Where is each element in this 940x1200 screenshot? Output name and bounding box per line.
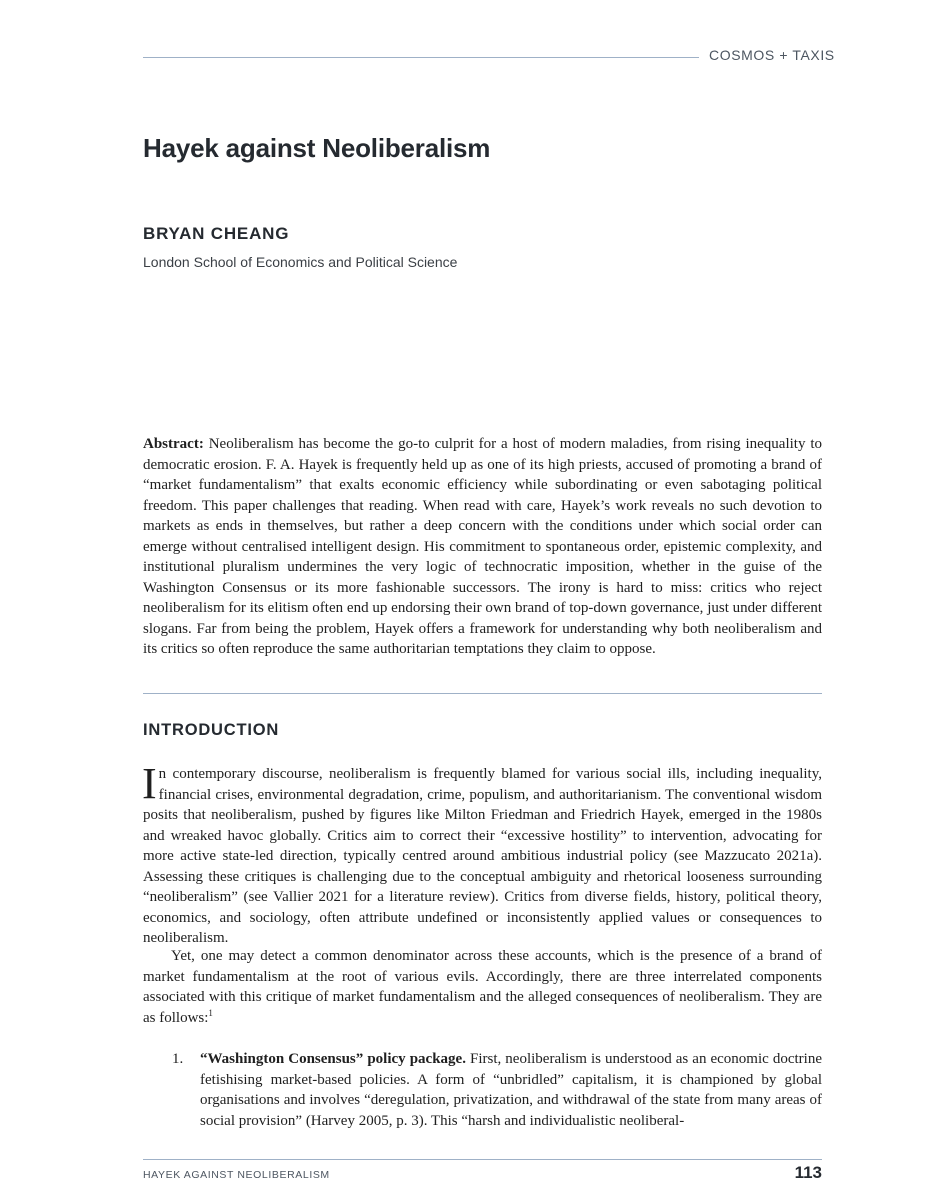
- list-item-number: 1.: [172, 1051, 184, 1067]
- drop-cap: I: [142, 759, 157, 808]
- section-heading-introduction: INTRODUCTION: [143, 721, 280, 739]
- footer-rule: [143, 1159, 822, 1160]
- abstract-text: Neoliberalism has become the go-to culprit for a host of modern maladies, from rising inequality to democratic erosion. F. A. Hayek is frequently held up as one of its high priests, accused of promoting a brand of “market fundamentalism” that exalts economic efficiency while subordinating or even sabotaging political freedom. This paper challenges that reading. When read with care, Hayek’s work reveals no such devotion to markets as ends in themselves, but rather a deep concern with the conditions under which social order can emerge without centralised intelligent design. His commitment to spontaneous order, epistemic complexity, and institutional pluralism undermines the very logic of technocratic imposition, whether in the guise of the Washington Consensus or its more fashionable successors. The irony is hard to miss: critics who reject neoliberalism for its elitism often end up endorsing their own brand of top-down governance, just under different slogans. Far from being the problem, Hayek offers a framework for understanding why both neoliberalism and its critics so often reproduce the same authoritarian temptations they claim to oppose.: [143, 436, 823, 657]
- article-title: Hayek against Neoliberalism: [143, 133, 491, 163]
- intro-paragraph-1: [142, 759, 822, 949]
- author-affiliation: London School of Economics and Political Science: [143, 254, 458, 270]
- list-item-text: First, neoliberalism is understood as an economic doctrine fetishising market-based policies. A form of “unbridled” capitalism, it is championed by global organisations and involves “deregulation, privatization, and withdrawal of the state from many areas of social provision” (Harvey 2005, p. 3). This “harsh and individualistic neoliberal-: [200, 1051, 822, 1129]
- intro-paragraph-1-text: n contemporary discourse, neoliberalism is frequently blamed for various social ills, including inequality, financial crises, environmental degradation, crime, populism, and authoritarianism. The conventional wisdom posits that neoliberalism, pushed by figures like Milton Friedman and Friedrich Hayek, emerged in the 1980s and wreaked havoc globally. Critics aim to correct their “excessive hostility” to intervention, advocating for more active state-led direction, typically centred around ambitious industrial policy (see Mazzucato 2021a). Assessing these critiques is challenging due to the conceptual ambiguity and rhetorical looseness surrounding “neoliberalism” (see Vallier 2021 for a literature review). Critics from diverse fields, history, political theory, economics, and sociology, often attribute undefined or inconsistently applied values or consequences to neoliberalism.: [143, 766, 822, 946]
- abstract-label: Abstract:: [143, 436, 204, 452]
- page-number: 113: [794, 1163, 822, 1182]
- abstract-divider: [143, 693, 822, 694]
- abstract: [143, 434, 822, 660]
- list-item: [200, 1049, 822, 1131]
- author-name: BRYAN CHEANG: [143, 224, 290, 243]
- running-title: HAYEK AGAINST NEOLIBERALISM: [143, 1169, 330, 1181]
- intro-paragraph-2: [143, 946, 822, 1028]
- intro-paragraph-2-text: Yet, one may detect a common denominator across these accounts, which is the presence of a brand of market fundamentalism at the root of various evils. Accordingly, there are three interrelated components associated with this critique of market fundamentalism and the alleged consequences of neoliberalism. They are as follows:: [143, 948, 822, 1026]
- list-item-heading: “Washington Consensus” policy package.: [200, 1051, 466, 1067]
- header-rule: [143, 57, 699, 58]
- journal-name: COSMOS + TAXIS: [709, 47, 835, 63]
- footnote-marker[interactable]: 1: [208, 1007, 213, 1018]
